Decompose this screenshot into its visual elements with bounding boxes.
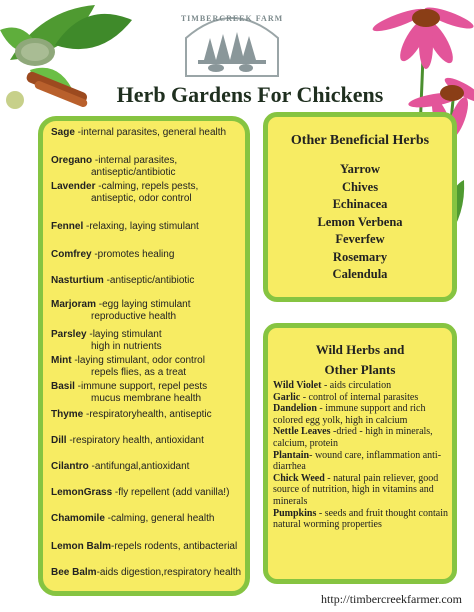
herb-name: Mint (51, 355, 72, 366)
wild-herb-entry (273, 392, 451, 404)
herb-benefit-continued: repels flies, as a treat (91, 367, 187, 378)
herb-name: LemonGrass (51, 487, 113, 498)
beneficial-herb-item: Calendula (332, 267, 388, 281)
wild-herbs-title (268, 340, 452, 380)
wild-herb-name: Garlic (273, 391, 301, 403)
herb-entry (51, 221, 251, 233)
wild-herb-desc: - natural pain reliever, good source of nutrition, high in vitamins and minerals (273, 472, 439, 507)
wild-herb-desc: - control of internal parasites (300, 391, 419, 403)
beneficial-herb-item: Lemon Verbena (317, 214, 403, 229)
herb-benefit: -repels rodents, antibacterial (111, 541, 238, 552)
herb-name: Chamomile (51, 513, 105, 524)
herb-name: Lavender (51, 181, 96, 192)
wild-herb-entry (273, 508, 451, 531)
herb-benefit: -aids digestion,respiratory health (96, 567, 242, 578)
herb-benefit-continued: antiseptic/antibiotic (91, 167, 176, 178)
farm-logo (180, 8, 284, 78)
herb-benefit: -laying stimulant, odor control (71, 355, 205, 366)
beneficial-herb-item: Rosemary (332, 249, 388, 264)
herb-entry (51, 355, 251, 379)
wild-herb-name: Pumpkins (273, 507, 317, 519)
herb-benefit: -internal parasites, (92, 155, 178, 166)
herb-name: Fennel (51, 221, 84, 232)
herb-benefit: -antiseptic/antibiotic (103, 275, 195, 286)
wild-herb-entry (273, 450, 451, 473)
herb-entry (51, 181, 251, 205)
herb-benefit: -relaxing, laying stimulant (83, 221, 199, 232)
herb-name: Basil (51, 381, 75, 392)
herb-entry (51, 487, 251, 499)
herb-name: Thyme (51, 409, 84, 420)
herb-name: Oregano (51, 155, 93, 166)
wild-herb-name: Plantain (273, 449, 310, 461)
wild-herbs-list (273, 380, 451, 531)
wild-herb-desc: -dried - high in minerals, calcium, protein (273, 426, 433, 449)
herb-benefit-continued: reproductive health (91, 311, 177, 322)
wild-herb-desc: - immune support and rich colored egg yolk, high in calcium (273, 403, 426, 426)
herb-name: Parsley (51, 329, 87, 340)
herb-benefit-continued: antiseptic, odor control (91, 193, 192, 204)
herb-entry (51, 461, 251, 473)
wild-herb-entry (273, 403, 451, 426)
herb-entry (51, 409, 251, 421)
herb-entry (51, 513, 251, 525)
wild-herb-name: Dandelion (273, 403, 317, 415)
herb-list-panel (38, 116, 250, 596)
beneficial-herbs-title: Other Beneficial Herbs (290, 133, 430, 148)
wild-herbs-panel (263, 323, 457, 584)
herb-entry (51, 541, 251, 553)
wild-herb-name: Nettle Leaves (273, 426, 331, 438)
herb-entry (51, 127, 251, 139)
herb-entry (51, 329, 251, 353)
herb-entry (51, 249, 251, 261)
herb-benefit: -respiratoryhealth, antiseptic (83, 409, 212, 420)
beneficial-herbs-panel (263, 112, 457, 302)
wild-herb-name: Chick Weed (273, 472, 325, 484)
wild-herb-desc: - aids circulation (321, 380, 392, 391)
herb-benefit: -internal parasites, general health (74, 127, 227, 138)
herb-name: Dill (51, 435, 67, 446)
herb-benefit: -respiratory health, antioxidant (66, 435, 204, 446)
herb-benefit-continued: mucus membrane health (91, 393, 202, 404)
herb-entry (51, 435, 251, 447)
herb-name: Lemon Balm (51, 541, 112, 552)
herb-benefit-continued: high in nutrients (91, 341, 162, 352)
herb-benefit: -antifungal,antioxidant (88, 461, 190, 472)
beneficial-herb-item: Feverfew (335, 232, 385, 246)
herb-entry (51, 381, 251, 405)
wild-herb-entry (273, 426, 451, 449)
herb-benefit: -immune support, repel pests (74, 381, 208, 392)
wild-herb-entry (273, 473, 451, 508)
beneficial-herb-item: Yarrow (339, 162, 381, 176)
herb-benefit: -calming, general health (104, 513, 215, 524)
beneficial-herbs-list (268, 161, 452, 284)
herb-entry (51, 567, 251, 579)
herb-benefit: -calming, repels pests, (95, 181, 199, 192)
herb-benefit: -egg laying stimulant (96, 299, 191, 310)
herb-benefit: -laying stimulant (86, 329, 162, 340)
wild-herb-name: Wild Violet (273, 380, 322, 391)
wild-herbs-title-line2: Other Plants (324, 362, 396, 377)
beneficial-herb-item: Chives (341, 179, 379, 194)
herb-benefit: -fly repellent (add vanilla!) (112, 487, 230, 498)
herb-name: Bee Balm (51, 567, 97, 578)
beneficial-herb-item: Echinacea (332, 197, 388, 211)
herb-entry (51, 155, 251, 179)
logo-text: TIMBERCREEK FARM (180, 14, 284, 23)
herb-entry (51, 299, 251, 323)
herb-name: Comfrey (51, 249, 92, 260)
herb-name: Nasturtium (51, 275, 104, 286)
wild-herb-desc: - seeds and fruit thought contain natural worming properties (273, 507, 448, 531)
herb-entry (51, 275, 251, 287)
herb-name: Marjoram (51, 299, 97, 310)
website-link[interactable]: http://timbercreekfarmer.com (321, 592, 462, 606)
wild-herb-desc: - wound care, inflammation anti-diarrhea (273, 449, 442, 473)
herb-name: Cilantro (51, 461, 89, 472)
page-title: Herb Gardens For Chickens (116, 82, 384, 107)
wild-herbs-title-line1: Wild Herbs and (315, 342, 405, 357)
wild-herb-entry (273, 380, 451, 392)
herb-benefit: -promotes healing (91, 249, 175, 260)
herb-name: Sage (51, 127, 75, 138)
